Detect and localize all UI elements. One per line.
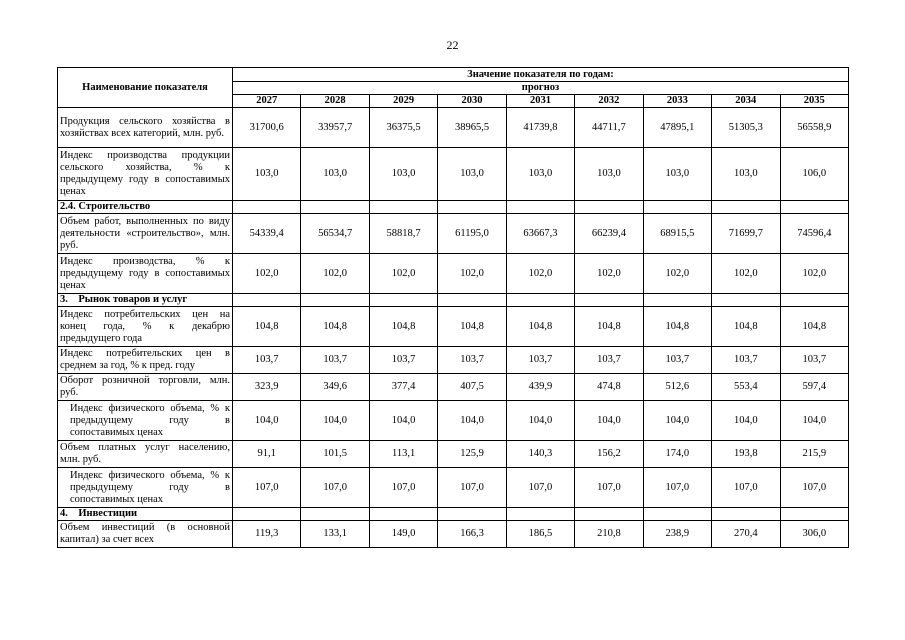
year-header: 2031 bbox=[506, 95, 574, 108]
value-cell: 104,0 bbox=[301, 401, 369, 441]
indicator-label: Индекс потребительских цен в среднем за год, % к пред. году bbox=[58, 347, 233, 374]
indicator-label: Индекс потребительских цен на конец года, % к декабрю предыдущего года bbox=[58, 307, 233, 347]
empty-cell bbox=[438, 201, 506, 214]
value-cell: 104,8 bbox=[233, 307, 301, 347]
value-cell: 323,9 bbox=[233, 374, 301, 401]
value-cell: 306,0 bbox=[780, 521, 849, 548]
value-cell: 193,8 bbox=[712, 441, 780, 468]
value-cell: 377,4 bbox=[369, 374, 437, 401]
empty-cell bbox=[780, 294, 849, 307]
value-cell: 47895,1 bbox=[643, 108, 711, 148]
section-title: 4. Инвестиции bbox=[58, 508, 233, 521]
table-row bbox=[58, 214, 849, 254]
year-header: 2030 bbox=[438, 95, 506, 108]
value-cell: 107,0 bbox=[438, 468, 506, 508]
value-cell: 103,0 bbox=[643, 148, 711, 201]
value-cell: 210,8 bbox=[575, 521, 643, 548]
empty-cell bbox=[438, 294, 506, 307]
empty-cell bbox=[575, 508, 643, 521]
value-cell: 102,0 bbox=[643, 254, 711, 294]
value-cell: 107,0 bbox=[301, 468, 369, 508]
value-cell: 91,1 bbox=[233, 441, 301, 468]
value-cell: 113,1 bbox=[369, 441, 437, 468]
value-cell: 58818,7 bbox=[369, 214, 437, 254]
value-cell: 104,0 bbox=[780, 401, 849, 441]
value-cell: 104,0 bbox=[233, 401, 301, 441]
value-cell: 107,0 bbox=[780, 468, 849, 508]
value-cell: 103,0 bbox=[301, 148, 369, 201]
indicator-label: Объем инвестиций (в основной капитал) за счет всех bbox=[58, 521, 233, 548]
value-cell: 101,5 bbox=[301, 441, 369, 468]
table-row bbox=[58, 521, 849, 548]
section-row bbox=[58, 201, 849, 214]
year-header: 2034 bbox=[712, 95, 780, 108]
value-cell: 107,0 bbox=[369, 468, 437, 508]
value-cell: 31700,6 bbox=[233, 108, 301, 148]
value-cell: 104,8 bbox=[643, 307, 711, 347]
value-cell: 103,0 bbox=[575, 148, 643, 201]
table-row bbox=[58, 401, 849, 441]
empty-cell bbox=[233, 201, 301, 214]
table-header bbox=[58, 68, 849, 108]
value-cell: 104,8 bbox=[301, 307, 369, 347]
indicator-label: Индекс физического объема, % к предыдущему году в сопоставимых ценах bbox=[58, 401, 233, 441]
value-cell: 166,3 bbox=[438, 521, 506, 548]
table-row bbox=[58, 148, 849, 201]
value-cell: 125,9 bbox=[438, 441, 506, 468]
empty-cell bbox=[780, 201, 849, 214]
value-cell: 41739,8 bbox=[506, 108, 574, 148]
value-cell: 71699,7 bbox=[712, 214, 780, 254]
value-cell: 104,8 bbox=[575, 307, 643, 347]
value-cell: 119,3 bbox=[233, 521, 301, 548]
value-cell: 103,0 bbox=[506, 148, 574, 201]
section-title: 3. Рынок товаров и услуг bbox=[58, 294, 233, 307]
value-cell: 106,0 bbox=[780, 148, 849, 201]
empty-cell bbox=[643, 508, 711, 521]
table-row bbox=[58, 441, 849, 468]
value-cell: 439,9 bbox=[506, 374, 574, 401]
value-cell: 63667,3 bbox=[506, 214, 574, 254]
value-cell: 102,0 bbox=[506, 254, 574, 294]
value-cell: 104,0 bbox=[712, 401, 780, 441]
section-row bbox=[58, 508, 849, 521]
value-cell: 36375,5 bbox=[369, 108, 437, 148]
table-row bbox=[58, 108, 849, 148]
value-cell: 103,7 bbox=[301, 347, 369, 374]
value-cell: 61195,0 bbox=[438, 214, 506, 254]
section-row bbox=[58, 294, 849, 307]
value-cell: 107,0 bbox=[712, 468, 780, 508]
values-by-year-header: Значение показателя по годам: bbox=[233, 68, 849, 82]
indicator-name-header: Наименование показателя bbox=[58, 68, 233, 108]
value-cell: 54339,4 bbox=[233, 214, 301, 254]
value-cell: 553,4 bbox=[712, 374, 780, 401]
value-cell: 103,7 bbox=[506, 347, 574, 374]
value-cell: 103,7 bbox=[575, 347, 643, 374]
year-header: 2033 bbox=[643, 95, 711, 108]
value-cell: 102,0 bbox=[575, 254, 643, 294]
empty-cell bbox=[712, 201, 780, 214]
value-cell: 104,0 bbox=[575, 401, 643, 441]
value-cell: 102,0 bbox=[780, 254, 849, 294]
value-cell: 103,7 bbox=[438, 347, 506, 374]
value-cell: 407,5 bbox=[438, 374, 506, 401]
value-cell: 38965,5 bbox=[438, 108, 506, 148]
year-header: 2027 bbox=[233, 95, 301, 108]
empty-cell bbox=[643, 294, 711, 307]
value-cell: 107,0 bbox=[506, 468, 574, 508]
value-cell: 215,9 bbox=[780, 441, 849, 468]
indicator-label: Объем платных услуг населению, млн. руб. bbox=[58, 441, 233, 468]
empty-cell bbox=[780, 508, 849, 521]
value-cell: 104,8 bbox=[712, 307, 780, 347]
value-cell: 107,0 bbox=[643, 468, 711, 508]
value-cell: 44711,7 bbox=[575, 108, 643, 148]
value-cell: 104,8 bbox=[369, 307, 437, 347]
table-row bbox=[58, 374, 849, 401]
table-row bbox=[58, 254, 849, 294]
empty-cell bbox=[506, 508, 574, 521]
section-title: 2.4. Строительство bbox=[58, 201, 233, 214]
value-cell: 140,3 bbox=[506, 441, 574, 468]
empty-cell bbox=[233, 508, 301, 521]
value-cell: 104,8 bbox=[506, 307, 574, 347]
value-cell: 104,0 bbox=[369, 401, 437, 441]
empty-cell bbox=[301, 201, 369, 214]
value-cell: 349,6 bbox=[301, 374, 369, 401]
value-cell: 103,0 bbox=[369, 148, 437, 201]
value-cell: 68915,5 bbox=[643, 214, 711, 254]
value-cell: 107,0 bbox=[575, 468, 643, 508]
value-cell: 102,0 bbox=[233, 254, 301, 294]
empty-cell bbox=[506, 294, 574, 307]
empty-cell bbox=[575, 294, 643, 307]
value-cell: 56534,7 bbox=[301, 214, 369, 254]
year-header: 2032 bbox=[575, 95, 643, 108]
value-cell: 102,0 bbox=[369, 254, 437, 294]
value-cell: 149,0 bbox=[369, 521, 437, 548]
value-cell: 104,0 bbox=[438, 401, 506, 441]
value-cell: 56558,9 bbox=[780, 108, 849, 148]
value-cell: 102,0 bbox=[301, 254, 369, 294]
indicator-label: Объем работ, выполненных по виду деятельности «строительство», млн. руб. bbox=[58, 214, 233, 254]
value-cell: 512,6 bbox=[643, 374, 711, 401]
table-body bbox=[58, 108, 849, 548]
page-number: 22 bbox=[446, 38, 459, 52]
empty-cell bbox=[643, 201, 711, 214]
value-cell: 102,0 bbox=[438, 254, 506, 294]
empty-cell bbox=[575, 201, 643, 214]
value-cell: 474,8 bbox=[575, 374, 643, 401]
indicators-table bbox=[57, 67, 849, 548]
value-cell: 33957,7 bbox=[301, 108, 369, 148]
value-cell: 103,0 bbox=[438, 148, 506, 201]
value-cell: 238,9 bbox=[643, 521, 711, 548]
table-row bbox=[58, 468, 849, 508]
table-row bbox=[58, 307, 849, 347]
value-cell: 103,7 bbox=[712, 347, 780, 374]
indicator-label: Оборот розничной торговли, млн. руб. bbox=[58, 374, 233, 401]
value-cell: 74596,4 bbox=[780, 214, 849, 254]
value-cell: 103,0 bbox=[712, 148, 780, 201]
year-header: 2035 bbox=[780, 95, 849, 108]
value-cell: 104,0 bbox=[643, 401, 711, 441]
empty-cell bbox=[712, 508, 780, 521]
indicator-label: Индекс физического объема, % к предыдущему году в сопоставимых ценах bbox=[58, 468, 233, 508]
empty-cell bbox=[369, 201, 437, 214]
value-cell: 174,0 bbox=[643, 441, 711, 468]
value-cell: 104,0 bbox=[506, 401, 574, 441]
indicator-label: Индекс производства, % к предыдущему году в сопоставимых ценах bbox=[58, 254, 233, 294]
value-cell: 103,7 bbox=[369, 347, 437, 374]
empty-cell bbox=[712, 294, 780, 307]
empty-cell bbox=[438, 508, 506, 521]
indicator-label: Продукция сельского хозяйства в хозяйствах всех категорий, млн. руб. bbox=[58, 108, 233, 148]
value-cell: 104,8 bbox=[780, 307, 849, 347]
value-cell: 66239,4 bbox=[575, 214, 643, 254]
empty-cell bbox=[369, 508, 437, 521]
year-header: 2029 bbox=[369, 95, 437, 108]
value-cell: 103,7 bbox=[643, 347, 711, 374]
empty-cell bbox=[506, 201, 574, 214]
value-cell: 186,5 bbox=[506, 521, 574, 548]
value-cell: 270,4 bbox=[712, 521, 780, 548]
table-row bbox=[58, 347, 849, 374]
empty-cell bbox=[233, 294, 301, 307]
indicator-label: Индекс производства продукции сельского хозяйства, % к предыдущему году в сопоставимых ценах bbox=[58, 148, 233, 201]
value-cell: 103,7 bbox=[780, 347, 849, 374]
value-cell: 104,8 bbox=[438, 307, 506, 347]
year-header: 2028 bbox=[301, 95, 369, 108]
forecast-header: прогноз bbox=[233, 82, 849, 95]
value-cell: 103,0 bbox=[233, 148, 301, 201]
empty-cell bbox=[369, 294, 437, 307]
value-cell: 107,0 bbox=[233, 468, 301, 508]
value-cell: 102,0 bbox=[712, 254, 780, 294]
empty-cell bbox=[301, 294, 369, 307]
value-cell: 597,4 bbox=[780, 374, 849, 401]
value-cell: 51305,3 bbox=[712, 108, 780, 148]
value-cell: 133,1 bbox=[301, 521, 369, 548]
empty-cell bbox=[301, 508, 369, 521]
value-cell: 156,2 bbox=[575, 441, 643, 468]
value-cell: 103,7 bbox=[233, 347, 301, 374]
